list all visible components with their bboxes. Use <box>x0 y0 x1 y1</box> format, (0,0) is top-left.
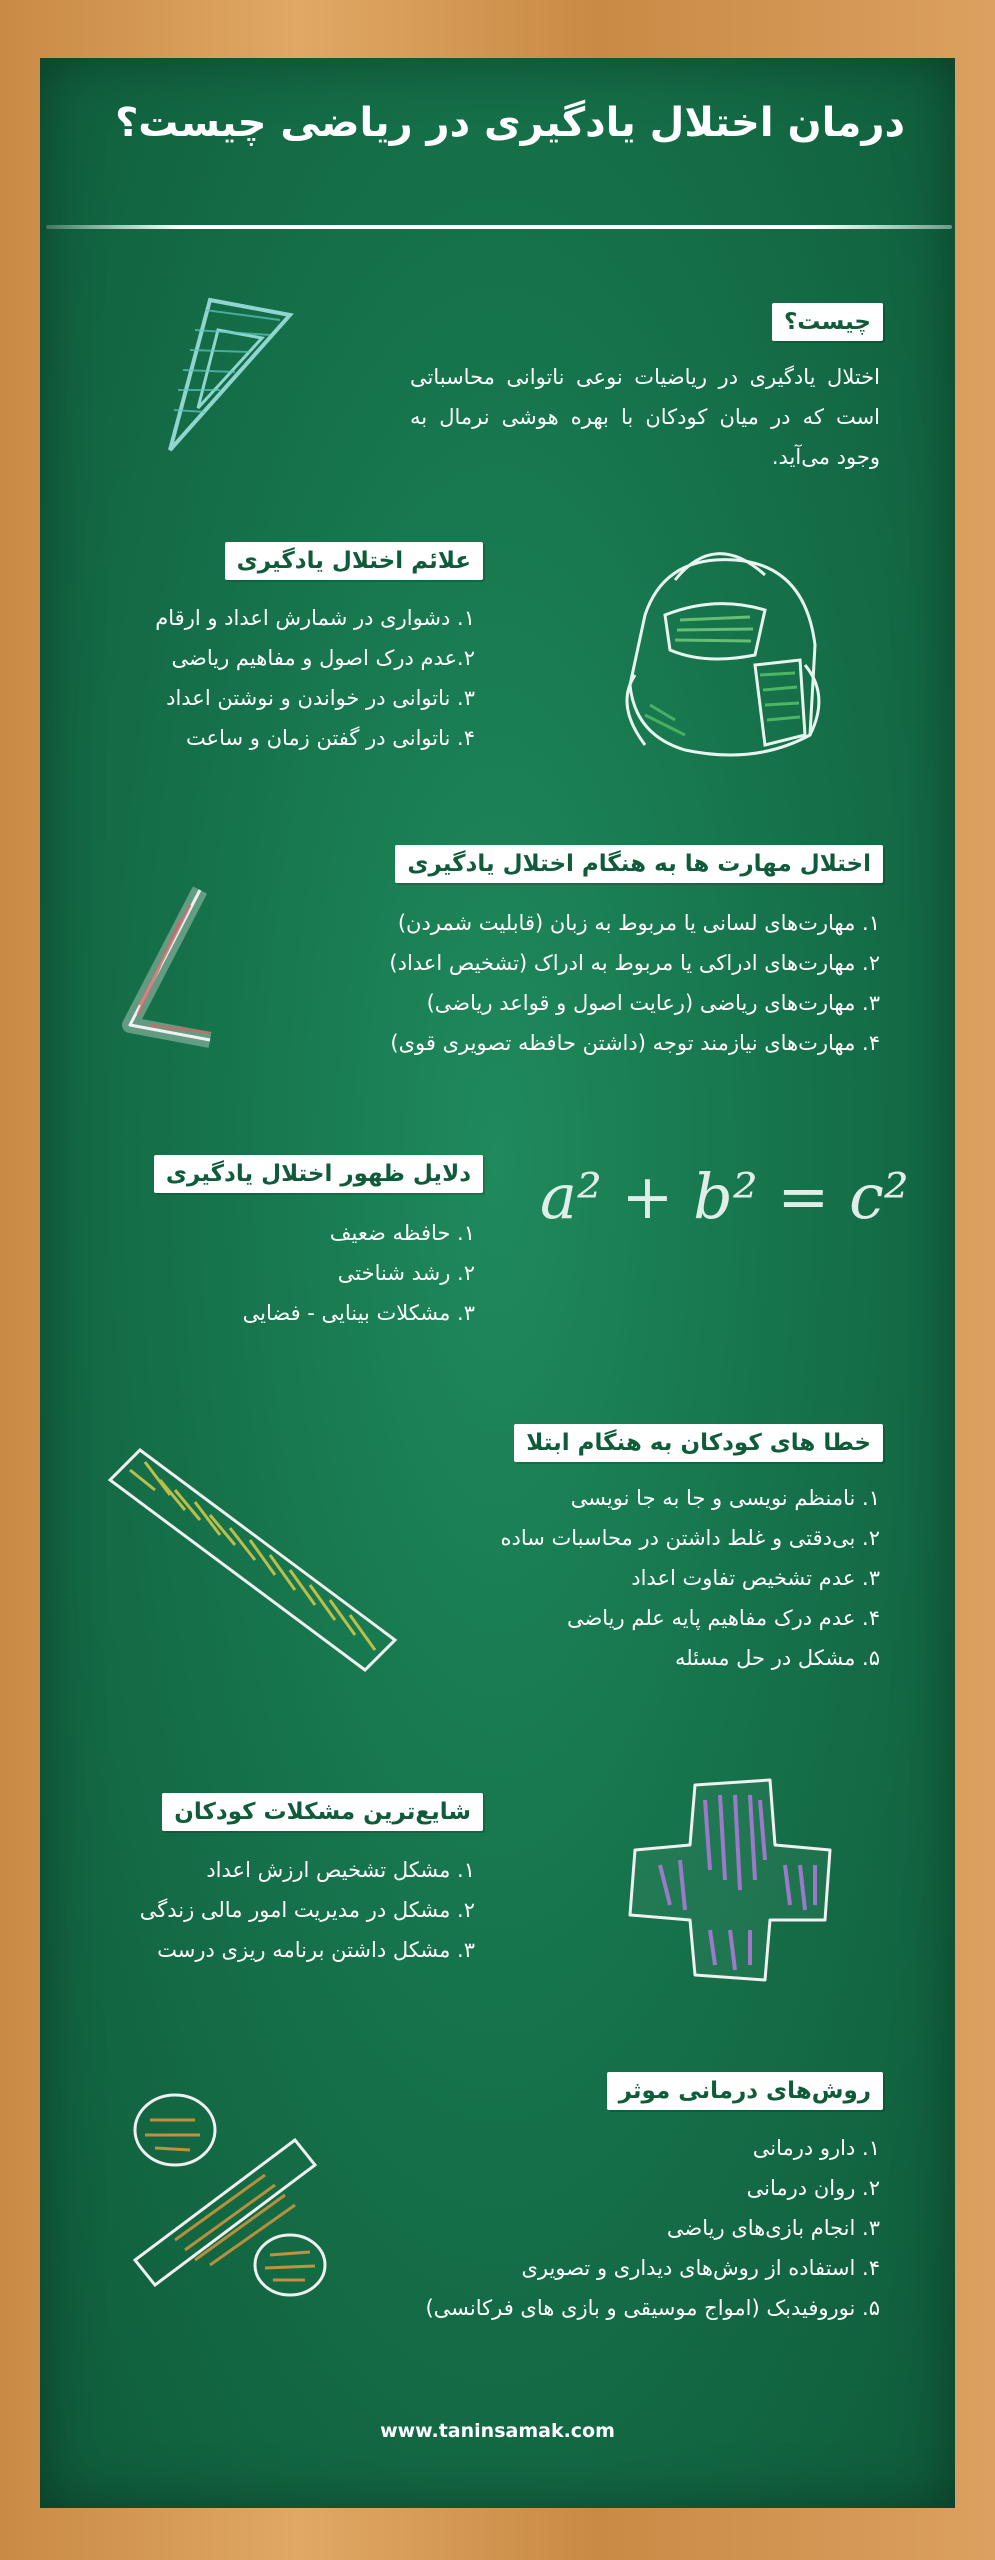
list-errors <box>500 1478 880 1678</box>
list-item: ۵. مشکل در حل مسئله <box>674 1646 880 1670</box>
section-label-what: چیست؟ <box>772 303 883 341</box>
website-url[interactable]: www.taninsamak.com <box>380 2420 615 2442</box>
list-item: ۳. ناتوانی در خواندن و نوشتن اعداد <box>166 686 475 710</box>
section-label-common: شایع‌ترین مشکلات کودکان <box>162 1793 483 1831</box>
list-item: ۳. مهارت‌های ریاضی (رعایت اصول و قواعد ریاضی) <box>426 991 880 1015</box>
backpack-icon <box>605 535 835 770</box>
list-item: ۴. مهارت‌های نیازمند توجه (داشتن حافظه تصویری قوی) <box>390 1031 880 1055</box>
section-label-symptoms: علائم اختلال یادگیری <box>225 542 483 580</box>
list-item: ۱. دشواری در شمارش اعداد و ارقام <box>155 606 475 630</box>
list-item: ۲. بی‌دقتی و غلط داشتن در محاسبات ساده <box>500 1526 880 1550</box>
angle-sign-icon <box>110 875 230 1055</box>
list-item: ۳. مشکلات بینایی - فضایی <box>242 1301 475 1325</box>
title-divider <box>46 225 952 229</box>
list-item: ۲. روان درمانی <box>746 2176 880 2200</box>
list-item: ۲. رشد شناختی <box>337 1261 475 1285</box>
list-item: ۲. مهارت‌های ادراکی یا مربوط به ادراک (تشخیص اعداد) <box>389 951 880 975</box>
list-item: ۳. مشکل داشتن برنامه ریزی درست <box>157 1938 475 1962</box>
list-causes <box>243 1213 475 1333</box>
list-item: ۴. ناتوانی در گفتن زمان و ساعت <box>185 726 475 750</box>
section-label-causes: دلایل ظهور اختلال یادگیری <box>154 1155 483 1193</box>
list-item: ۱. حافظه ضعیف <box>329 1221 475 1245</box>
section-label-treatments: روش‌های درمانی موثر <box>607 2072 883 2110</box>
list-item: ۲.عدم درک اصول و مفاهیم ریاضی <box>171 646 475 670</box>
list-skills <box>389 903 880 1063</box>
pythagoras-formula: a² + b² = c² <box>540 1160 909 1233</box>
page-title: درمان اختلال یادگیری در ریاضی چیست؟ <box>115 100 905 146</box>
list-item: ۱. مشکل تشخیص ارزش اعداد <box>206 1858 475 1882</box>
plus-sign-icon <box>620 1770 840 1990</box>
section-text-what: اختلال یادگیری در ریاضیات نوعی ناتوانی محاسباتی است که در میان کودکان با بهره هوشی نرمال به وجود می‌آید. <box>410 365 880 469</box>
list-item: ۴. استفاده از روش‌های دیداری و تصویری <box>521 2256 880 2280</box>
list-item: ۵. نوروفیدبک (امواج موسیقی و بازی های فرکانسی) <box>425 2296 880 2320</box>
list-item: ۳. انجام بازی‌های ریاضی <box>666 2216 880 2240</box>
list-item: ۲. مشکل در مدیریت امور مالی زندگی <box>139 1898 475 1922</box>
set-square-icon <box>150 290 300 460</box>
list-symptoms <box>155 598 475 758</box>
list-item: ۳. عدم تشخیص تفاوت اعداد <box>631 1566 880 1590</box>
list-item: ۱. مهارت‌های لسانی یا مربوط به زبان (قابلیت شمردن) <box>397 911 880 935</box>
section-label-errors: خطا های کودکان به هنگام ابتلا <box>514 1424 883 1462</box>
list-item: ۱. نامنظم نویسی و جا به جا نویسی <box>570 1486 880 1510</box>
list-item: ۱. دارو درمانی <box>752 2136 880 2160</box>
list-common <box>140 1850 475 1970</box>
list-treatments <box>425 2128 880 2328</box>
percent-sign-icon <box>115 2080 345 2310</box>
section-label-skills: اختلال مهارت ها به هنگام اختلال یادگیری <box>395 845 883 883</box>
list-item: ۴. عدم درک مفاهیم پایه علم ریاضی <box>566 1606 880 1630</box>
ruler-icon <box>100 1440 400 1680</box>
